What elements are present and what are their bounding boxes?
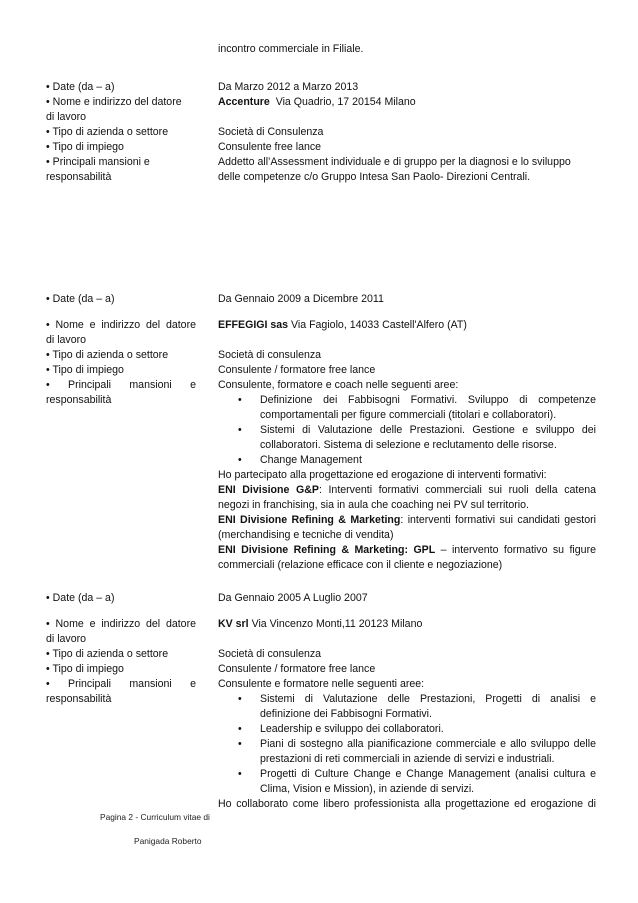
footer-page-label: Pagina 2 - Curriculum vitae di [100,812,210,822]
sector: Società di consulenza [218,349,322,361]
employer-address: Via Fagiolo, 14033 Castell'Alfero (AT) [288,319,467,331]
label-sector: • Tipo di azienda o settore [46,648,169,660]
label-employer: • Nome e indirizzo del datore [46,618,196,630]
employer-address: Via Vincenzo Monti,11 20123 Milano [248,618,423,630]
entry-1-labels [46,80,196,185]
label-duties-cont: responsabilità [46,171,112,183]
project-line-cont: commerciali (relazione efficace con il cliente e negoziazione) [218,559,503,571]
label-employer: • Nome e indirizzo del datore [46,319,196,331]
duties-bullet-list [218,393,596,468]
sector: Società di consulenza [218,648,322,660]
list-item: • Piani di sostegno alla pianificazione commerciale e allo sviluppo delle prestazioni di reti commerciali in aziende di servizi e industriali. [238,738,596,765]
employer [218,318,596,333]
label-duties: • Principali mansioni e [46,379,196,391]
entry-1-values [218,80,596,185]
participation-text: Ho partecipato alla progettazione ed erogazione di interventi formativi: [218,469,547,481]
footer-author: Panigada Roberto [134,836,202,846]
project-line: ENI Divisione G&P: Interventi formativi commerciali sui ruoli della catena [218,484,596,496]
entry-date: Da Marzo 2012 a Marzo 2013 [218,81,359,93]
project-line-cont: negozi in franchising, sia in aula che coaching nei PV sul territorio. [218,499,529,511]
closing-text: Ho collaborato come libero professionista alla progettazione ed erogazione di [218,798,596,810]
project-line-cont: (merchandising e tecniche di vendita) [218,529,394,541]
label-employer-cont: di lavoro [46,334,87,346]
employer [218,617,596,632]
label-duties-cont: responsabilità [46,394,112,406]
job: Consulente / formatore free lance [218,663,376,675]
duties-bullet-list [218,692,596,797]
sector: Società di Consulenza [218,126,324,138]
employer-address: Via Quadrio, 17 20154 Milano [269,96,416,108]
entry-2-labels [46,318,196,408]
label-duties: • Principali mansioni e [46,678,196,690]
list-item: • Sistemi di Valutazione delle Prestazioni. Gestione e sviluppo dei collaboratori. Sistema di selezione e reclutamento delle risorse. [238,424,596,451]
project-line: ENI Divisione Refining & Marketing: GPL – intervento formativo su figure [218,544,596,556]
label-employer-cont: di lavoro [46,111,87,123]
label-sector: • Tipo di azienda o settore [46,349,169,361]
entry-date: Da Gennaio 2005 A Luglio 2007 [218,592,368,604]
list-item: • Definizione dei Fabbisogni Formativi. Sviluppo di competenze comportamentali per figure commerciali (titolari e collaboratori). [238,394,596,421]
list-item: • Leadership e sviluppo dei collaboratori. [238,723,444,735]
label-duties: • Principali mansioni e [46,156,150,168]
label-date: • Date (da – a) [46,293,115,305]
employer-name: Accenture [218,96,270,108]
label-sector: • Tipo di azienda o settore [46,126,169,138]
duties-intro: Consulente e formatore nelle seguenti aree: [218,678,425,690]
duties-line: Addetto all’Assessment individuale e di gruppo per la diagnosi e lo sviluppo [218,156,571,168]
entry-3-values [218,617,596,812]
entry-3-labels [46,617,196,707]
list-item: • Change Management [238,454,362,466]
label-job: • Tipo di impiego [46,663,124,675]
duties-intro: Consulente, formatore e coach nelle seguenti aree: [218,379,459,391]
list-item: • Progetti di Culture Change e Change Management (analisi cultura e Clima, Vision e Mission), in aziende di servizi. [238,768,596,795]
job: Consulente / formatore free lance [218,364,376,376]
list-item: • Sistemi di Valutazione delle Prestazioni, Progetti di analisi e definizione dei Fabbisogni Formativi. [238,693,596,720]
label-job: • Tipo di impiego [46,141,124,153]
label-employer-cont: di lavoro [46,633,87,645]
continuation-text: incontro commerciale in Filiale. [218,43,364,55]
job: Consulente free lance [218,141,322,153]
label-employer: • Nome e indirizzo del datore [46,96,182,108]
duties-line: delle competenze c/o Gruppo Intesa San Paolo- Direzioni Centrali. [218,171,531,183]
label-job: • Tipo di impiego [46,364,124,376]
project-line: ENI Divisione Refining & Marketing: interventi formativi sui candidati gestori [218,514,596,526]
employer-name: EFFEGIGI sas [218,319,289,331]
label-date: • Date (da – a) [46,81,115,93]
label-duties-cont: responsabilità [46,693,112,705]
employer [218,95,596,110]
entry-2-values [218,318,596,573]
employer-name: KV srl [218,618,249,630]
entry-date: Da Gennaio 2009 a Dicembre 2011 [218,293,384,305]
label-date: • Date (da – a) [46,592,115,604]
